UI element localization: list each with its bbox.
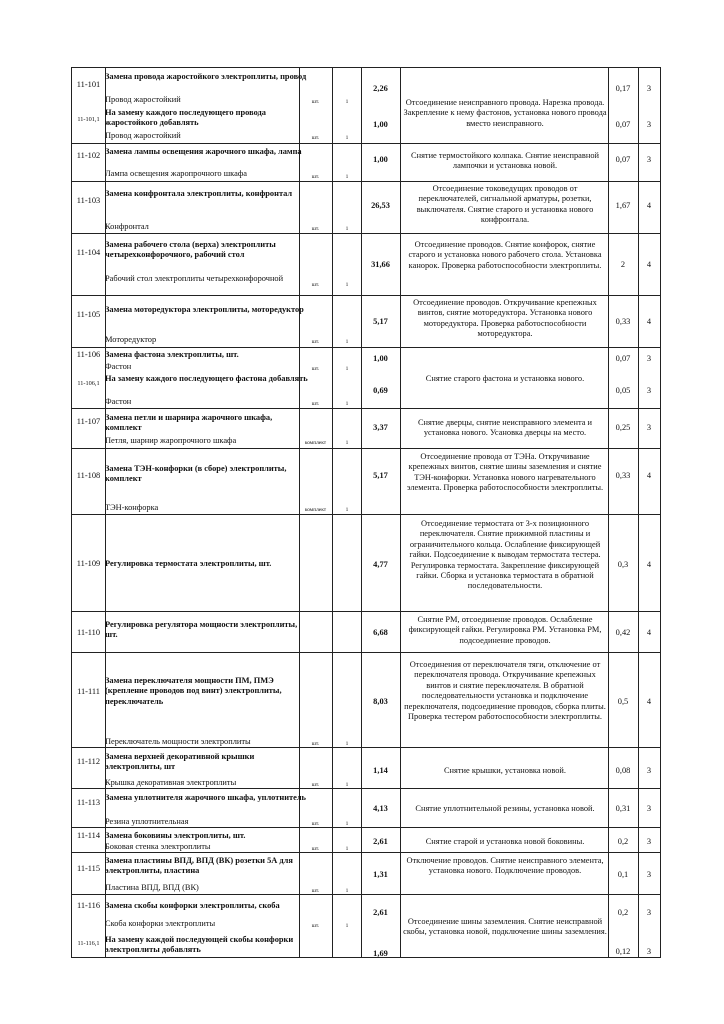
- item-title: Замена лампы освещения жарочного шкафа, лампа: [105, 147, 302, 156]
- item-code: 11-103: [76, 196, 101, 205]
- sub-item-code: 11-116,1: [77, 940, 100, 947]
- grade: 3: [646, 766, 652, 775]
- sub-item-title: На замену каждого последующего фастона добавлять: [105, 374, 308, 383]
- material-quantity: 1: [345, 226, 349, 232]
- table-row: [71, 233, 661, 295]
- material-quantity: 1: [345, 923, 349, 929]
- grade: 3: [646, 155, 652, 164]
- time-norm: 26,53: [371, 201, 390, 210]
- material-name: Скоба конфорки электроплиты: [105, 919, 216, 928]
- material-name: Рабочий стол электроплиты четырехконфорочной: [105, 274, 284, 283]
- grade: 4: [646, 317, 652, 326]
- time-norm: 1,31: [373, 870, 388, 879]
- sub-item-title: На замену каждой последующей скобы конфорки электроплиты добавлять: [105, 935, 294, 955]
- item-code: 11-110: [76, 628, 101, 637]
- unit-of-measure: шт.: [311, 226, 320, 232]
- work-description: Отсоединение термостата от 3-х позиционного переключателя. Снятие прижимной пластины и ограничительного кольца. Ослабление фиксирующей гайки. Подсоединение к выводам термостата тестера. Регулировка термостата. Закрепление фиксирующей гайки. Сборка и установка термостата в обратной последовательности.: [409, 519, 601, 591]
- grade: 4: [646, 201, 652, 210]
- unit-of-measure: шт.: [311, 282, 320, 288]
- time-norm: 4,77: [373, 560, 388, 569]
- material-name: Петля, шарнир жаропрочного шкафа: [105, 436, 237, 445]
- sub-item-code: 11-101,1: [77, 116, 100, 123]
- material-name: Фастон: [105, 362, 132, 371]
- material-name: ТЭН-конфорка: [105, 503, 159, 512]
- time-norm: 1,69: [373, 949, 388, 958]
- material-quantity: 1: [345, 821, 349, 827]
- time-norm: 31,66: [371, 260, 390, 269]
- table-row: [71, 181, 661, 233]
- work-description: Снятие старой и установка новой боковины.: [425, 837, 585, 846]
- item-title: Замена переключателя мощности ПМ, ПМЭ (крепление проводов под винт) электроплиты, переключатель: [105, 676, 282, 706]
- material-quantity: 1: [345, 366, 349, 372]
- coefficient: 0,05: [615, 386, 631, 395]
- material-quantity: 1: [345, 282, 349, 288]
- time-norm: 2,26: [373, 84, 388, 93]
- material-name: Фастон: [105, 397, 132, 406]
- table-row: [71, 852, 661, 894]
- coefficient: 0,25: [615, 423, 631, 432]
- item-title: Регулировка термостата электроплиты, шт.: [105, 559, 272, 568]
- material-name: Лампа освещения жаропрочного шкафа: [105, 169, 247, 178]
- work-description: Снятие крышки, установка новой.: [443, 766, 567, 775]
- unit-of-measure: шт.: [311, 782, 320, 788]
- time-norm: 4,13: [373, 804, 388, 813]
- material-name: Боковая стенка электроплиты: [105, 842, 211, 851]
- time-norm: 1,00: [373, 354, 388, 363]
- unit-of-measure: комплект: [304, 507, 327, 513]
- table-row: [71, 747, 661, 788]
- item-title: Замена петли и шарнира жарочного шкафа, комплект: [105, 413, 273, 433]
- material-name: Резина уплотнительная: [105, 817, 189, 826]
- grade: 3: [646, 870, 652, 879]
- work-description: Отсоединение шины заземления. Снятие неисправной скобы, установка новой, подключение шины заземления.: [403, 917, 607, 937]
- material-quantity: 1: [345, 99, 349, 105]
- unit-of-measure: шт.: [311, 741, 320, 747]
- item-title: Замена ТЭН-конфорки (в сборе) электроплиты, комплект: [105, 464, 287, 484]
- item-code: 11-112: [76, 757, 101, 766]
- coefficient: 0,07: [615, 155, 631, 164]
- table-row: [71, 347, 661, 408]
- material-name: Пластина ВПД, ВПД (ВК): [105, 883, 199, 892]
- material-quantity: 1: [345, 174, 349, 180]
- coefficient: 0,08: [615, 766, 631, 775]
- item-code: 11-109: [76, 559, 101, 568]
- item-code: 11-102: [76, 151, 101, 160]
- grade: 3: [646, 423, 652, 432]
- work-description: Отсоединение проводов. Снятие конфорок, снятие старого и установка нового рабочего стола. Установка канорок. Проверка работоспособности электроплиты.: [408, 240, 602, 270]
- item-title: Замена фастона электроплиты, шт.: [105, 350, 239, 359]
- coefficient: 0,31: [615, 804, 631, 813]
- item-code: 11-105: [76, 310, 101, 319]
- table-row: [71, 652, 661, 747]
- coefficient: 0,1: [617, 870, 629, 879]
- material-quantity: 1: [345, 135, 349, 141]
- material-quantity: 1: [345, 741, 349, 747]
- unit-of-measure: шт.: [311, 923, 320, 929]
- unit-of-measure: шт.: [311, 174, 320, 180]
- table-row: [71, 408, 661, 448]
- coefficient: 2: [620, 260, 626, 269]
- material-quantity: 1: [345, 782, 349, 788]
- work-description: Отсоединение проводов. Откручивание крепежных винтов, снятие моторедуктора. Установка нового моторедуктора. Проверка работоспособности моторедуктора.: [413, 298, 597, 339]
- grade: 4: [646, 628, 652, 637]
- item-title: Замена уплотнителя жарочного шкафа, уплотнитель: [105, 793, 306, 802]
- coefficient: 0,17: [615, 84, 631, 93]
- grade: 4: [646, 260, 652, 269]
- item-code: 11-108: [76, 471, 101, 480]
- time-norm: 3,37: [373, 423, 388, 432]
- item-title: Замена моторедуктора электроплиты, моторедуктор: [105, 305, 304, 314]
- table-row: [71, 143, 661, 181]
- work-description: Отключение проводов. Снятие неисправного элемента, установка нового. Подключение проводов.: [406, 856, 604, 876]
- time-norm: 6,68: [373, 628, 388, 637]
- grade: 3: [646, 908, 652, 917]
- unit-of-measure: шт.: [311, 846, 320, 852]
- material-name: Моторедуктор: [105, 335, 157, 344]
- item-code: 11-116: [76, 901, 101, 910]
- item-code: 11-101: [76, 80, 101, 89]
- item-code: 11-106: [76, 350, 101, 359]
- time-norm: 5,17: [373, 317, 388, 326]
- time-norm: 2,61: [373, 908, 388, 917]
- coefficient: 0,2: [617, 837, 629, 846]
- coefficient: 0,2: [617, 908, 629, 917]
- coefficient: 1,67: [615, 201, 631, 210]
- table-row: [71, 611, 661, 652]
- table-row: [71, 67, 661, 143]
- coefficient: 0,3: [617, 560, 629, 569]
- table-row: [71, 514, 661, 611]
- grade: 3: [646, 947, 652, 956]
- coefficient: 0,33: [615, 317, 631, 326]
- time-norm: 5,17: [373, 471, 388, 480]
- item-title: Замена конфронтала электроплиты, конфронтал: [105, 189, 293, 198]
- item-code: 11-115: [76, 864, 101, 873]
- unit-of-measure: шт.: [311, 135, 320, 141]
- unit-of-measure: шт.: [311, 888, 320, 894]
- material-name: Переключатель мощности электроплиты: [105, 737, 251, 746]
- coefficient: 0,42: [615, 628, 631, 637]
- unit-of-measure: шт.: [311, 821, 320, 827]
- item-code: 11-113: [76, 798, 101, 807]
- table-row: [71, 827, 661, 852]
- time-norm: 1,00: [373, 120, 388, 129]
- work-description: Отсоединения от переключателя тяги, отключение от переключателя провода. Откручивание крепежных винтов и снятие переключателя. В обратной последовательности установка и подключение переключателя, подсоединение проводов, сборка плиты. Проверка тестером работоспособности электроплиты.: [404, 660, 606, 722]
- work-description: Отсоединение провода от ТЭНа. Откручивание крепежных винтов, снятие шины заземления и снятие ТЭН-конфорки. Установка нового нагревательного элемента. Проверка работоспособности электроплиты.: [406, 452, 604, 493]
- sub-item-code: 11-106,1: [77, 380, 100, 387]
- material-quantity: 1: [345, 888, 349, 894]
- time-norm: 0,69: [373, 386, 388, 395]
- work-description: Снятие старого фастона и установка нового.: [425, 374, 585, 383]
- table-row: [71, 894, 661, 958]
- table-row: [71, 788, 661, 827]
- item-title: Замена верхней декоративной крышки электроплиты, шт: [105, 752, 255, 772]
- material-quantity: 1: [345, 339, 349, 345]
- table-row: [71, 448, 661, 514]
- material-name: Крышка декоративная электроплиты: [105, 778, 237, 787]
- time-norm: 1,00: [373, 155, 388, 164]
- material-quantity: 1: [345, 401, 349, 407]
- grade: 3: [646, 386, 652, 395]
- coefficient: 0,33: [615, 471, 631, 480]
- item-title: Регулировка регулятора мощности электроплиты, шт.: [105, 620, 298, 640]
- grade: 3: [646, 120, 652, 129]
- grade: 4: [646, 560, 652, 569]
- work-description: Отсоединение неисправного провода. Нарезка провода. Закрепление к нему фастонов, установка нового провода вместо неисправного.: [403, 98, 607, 128]
- unit-of-measure: шт.: [311, 366, 320, 372]
- item-title: Замена провода жаростойкого электроплиты, провод: [105, 72, 307, 81]
- item-title: Замена скобы конфорки электроплиты, скоба: [105, 901, 280, 910]
- grade: 3: [646, 84, 652, 93]
- material-quantity: 1: [345, 440, 349, 446]
- unit-of-measure: шт.: [311, 99, 320, 105]
- item-title: Замена боковины электроплиты, шт.: [105, 831, 246, 840]
- coefficient: 0,12: [615, 947, 631, 956]
- item-code: 11-114: [76, 831, 101, 840]
- item-code: 11-104: [76, 248, 101, 257]
- grade: 3: [646, 837, 652, 846]
- grade: 3: [646, 804, 652, 813]
- time-norm: 1,14: [373, 766, 388, 775]
- item-title: Замена рабочего стола (верха) электроплиты четырехконфорочного, рабочий стол: [105, 240, 276, 260]
- material-name: Конфронтал: [105, 222, 149, 231]
- grade: 4: [646, 697, 652, 706]
- time-norm: 8,03: [373, 697, 388, 706]
- material-quantity: 1: [345, 507, 349, 513]
- work-description: Снятие дверцы, снятие неисправного элемента и установка нового. Усановка дверцы на место.: [417, 418, 593, 438]
- material-name: Провод жаростойкий: [105, 131, 181, 140]
- unit-of-measure: комплект: [304, 440, 327, 446]
- coefficient: 0,07: [615, 120, 631, 129]
- coefficient: 0,5: [617, 697, 629, 706]
- work-description: Снятие уплотнительной резины, установка новой.: [415, 804, 595, 813]
- sub-item-title: На замену каждого последующего провода жаростойкого добавлять: [105, 108, 266, 128]
- coefficient: 0,07: [615, 354, 631, 363]
- grade: 4: [646, 471, 652, 480]
- material-name: Провод жаростойкий: [105, 95, 181, 104]
- time-norm: 2,61: [373, 837, 388, 846]
- table-row: [71, 295, 661, 347]
- grade: 3: [646, 354, 652, 363]
- work-description: Снятие РМ, отсоединение проводов. Ослабление фиксирующей гайки. Регулировка РМ. Установка РМ, подсоединение проводов.: [408, 615, 602, 645]
- material-quantity: 1: [345, 846, 349, 852]
- work-description: Отсоединение токоведущих проводов от переключателей, сигнальной арматуры, розетки, выключателя. Снятие старого и установка нового конфронтала.: [416, 184, 594, 225]
- item-title: Замена пластины ВПД, ВПД (ВК) розетки 5А для электроплиты, пластина: [105, 856, 293, 876]
- unit-of-measure: шт.: [311, 401, 320, 407]
- unit-of-measure: шт.: [311, 339, 320, 345]
- item-code: 11-111: [77, 687, 100, 696]
- work-description: Снятие термостойкого колпака. Снятие неисправной лампочки и установка новой.: [411, 151, 599, 171]
- item-code: 11-107: [76, 417, 101, 426]
